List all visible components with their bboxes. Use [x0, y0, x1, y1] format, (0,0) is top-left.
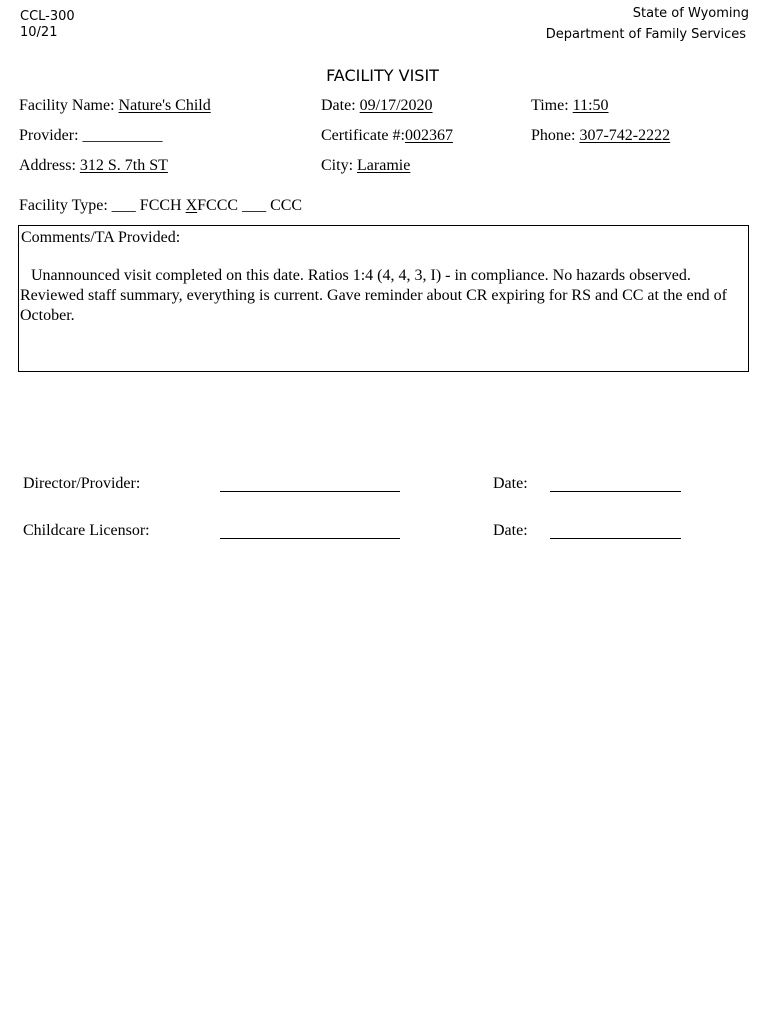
visit-time-field [531, 96, 609, 116]
visit-date-label: Date: [321, 97, 356, 114]
fcch-checkmark: ___ [111, 197, 136, 214]
agency-state: State of Wyoming [632, 6, 749, 21]
phone-field [531, 126, 670, 146]
director-provider-label: Director/Provider: [23, 475, 141, 492]
comments-box [18, 225, 749, 372]
certificate-value: 002367 [404, 127, 453, 144]
comments-label: Comments/TA Provided: [21, 229, 181, 246]
visit-date-field [321, 96, 433, 116]
visit-time-label: Time: [531, 97, 569, 114]
ccc-checkmark: ___ [242, 197, 267, 214]
visit-time-value: 11:50 [572, 97, 609, 114]
address-field [19, 156, 168, 176]
director-date-line[interactable] [550, 491, 681, 492]
provider-value: __________ [82, 127, 163, 144]
certificate-field [321, 126, 453, 146]
provider-field [19, 126, 163, 146]
phone-label: Phone: [531, 127, 576, 144]
comments-text: Unannounced visit completed on this date. Ratios 1:4 (4, 4, 3, I) - in compliance. No hazards observed. Reviewed staff summary, everything is current. Gave reminder about CR expiring for RS and CC at the end of October. [20, 267, 727, 324]
fccc-checkmark: X [185, 197, 198, 214]
city-label: City: [321, 157, 354, 174]
facility-name-field [19, 96, 211, 116]
licensor-date-line[interactable] [550, 538, 681, 539]
director-signature-line[interactable] [220, 491, 400, 492]
form-code: CCL-300 [20, 9, 75, 24]
fcch-option-label: FCCH [139, 197, 182, 214]
licensor-date-label: Date: [493, 522, 528, 539]
visit-date-value: 09/17/2020 [359, 97, 433, 114]
address-label: Address: [19, 157, 76, 174]
facility-name-label: Facility Name: [19, 97, 115, 114]
childcare-licensor-label: Childcare Licensor: [23, 522, 150, 539]
licensor-signature-line[interactable] [220, 538, 400, 539]
document-title: FACILITY VISIT [326, 66, 439, 85]
facility-type-label: Facility Type: [19, 197, 108, 214]
ccc-option-label: CCC [270, 197, 303, 214]
fccc-option-label: FCCC [197, 197, 239, 214]
director-date-label: Date: [493, 475, 528, 492]
certificate-label: Certificate #: [321, 127, 405, 144]
form-revision-date: 10/21 [20, 25, 58, 40]
provider-label: Provider: [19, 127, 79, 144]
city-value: Laramie [357, 157, 411, 174]
agency-department: Department of Family Services [545, 27, 746, 42]
facility-name-value: Nature's Child [118, 97, 211, 114]
address-value: 312 S. 7th ST [79, 157, 168, 174]
facility-type-field [19, 196, 302, 216]
city-field [321, 156, 410, 176]
phone-value: 307-742-2222 [579, 127, 671, 144]
